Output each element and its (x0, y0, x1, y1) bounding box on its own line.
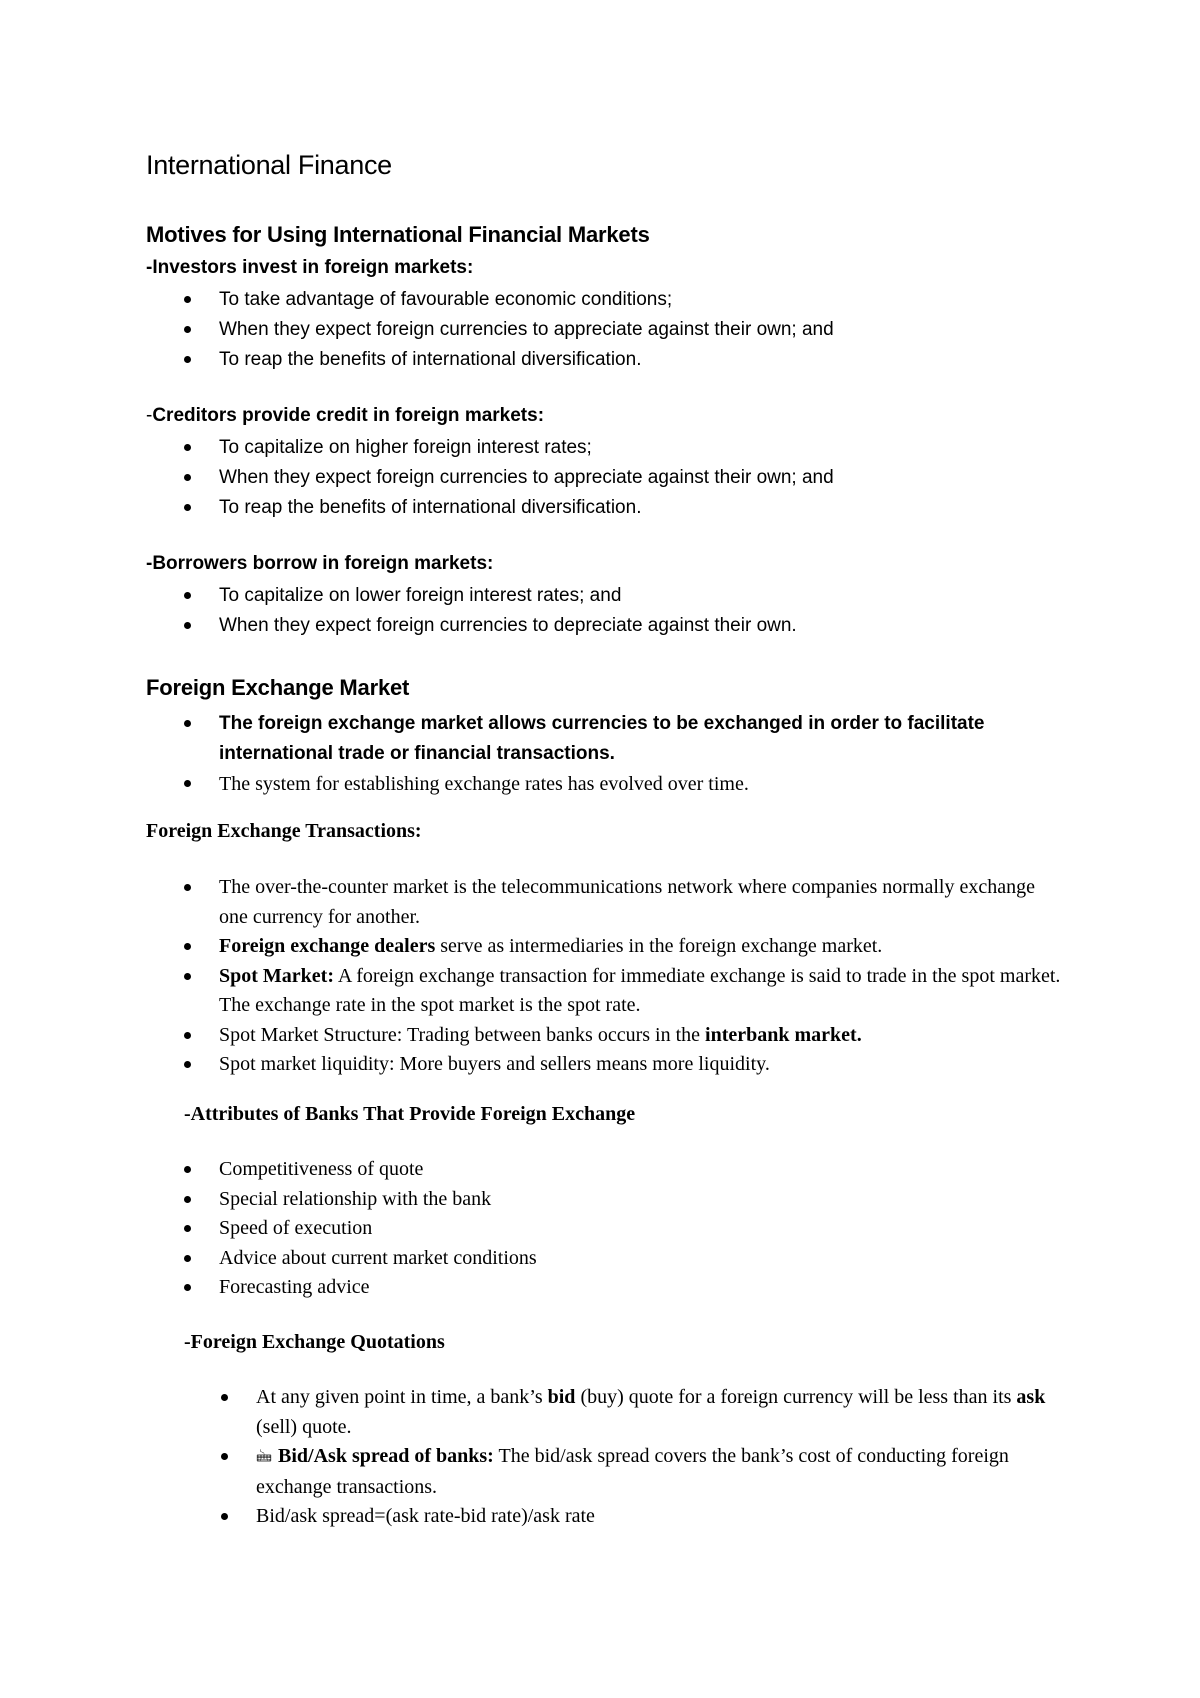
list-item: When they expect foreign currencies to appreciate against their own; and (146, 463, 834, 493)
list-item: The foreign exchange market allows currencies to be exchanged in order to facilitate international trade or financial transactions. (146, 709, 1086, 769)
list-item: Special relationship with the bank (146, 1185, 537, 1215)
list-item: The system for establishing exchange rates has evolved over time. (146, 769, 1086, 799)
list-item: To take advantage of favourable economic conditions; (146, 285, 834, 315)
document-title: International Finance (146, 150, 392, 180)
attributes-list (146, 1155, 537, 1303)
borrowers-list (146, 581, 797, 641)
list-item: To capitalize on lower foreign interest rates; and (146, 581, 797, 611)
list-item: Spot Market Structure: Trading between banks occurs in the interbank market. (146, 1021, 1066, 1051)
creditors-lead (146, 405, 544, 427)
list-item: To reap the benefits of international diversification. (146, 493, 834, 523)
investors-list (146, 285, 834, 375)
list-item: Forecasting advice (146, 1273, 537, 1303)
list-item: Competitiveness of quote (146, 1155, 537, 1185)
creditors-lead-dash: - (146, 405, 153, 426)
list-item: When they expect foreign currencies to depreciate against their own. (146, 611, 797, 641)
list-item: Foreign exchange dealers serve as intermediaries in the foreign exchange market. (146, 932, 1066, 962)
motives-heading: Motives for Using International Financial Markets (146, 222, 650, 247)
fx-market-heading: Foreign Exchange Market (146, 675, 410, 700)
creditors-lead-text: Creditors provide credit in foreign markets: (152, 405, 545, 426)
list-item: Advice about current market conditions (146, 1244, 537, 1274)
list-item: Spot market liquidity: More buyers and sellers means more liquidity. (146, 1050, 1066, 1080)
borrowers-lead: -Borrowers borrow in foreign markets: (146, 553, 494, 574)
investors-lead: -Investors invest in foreign markets: (146, 257, 474, 278)
list-item: Spot Market: A foreign exchange transaction for immediate exchange is said to trade in the spot market. The exchange rate in the spot market is the spot rate. (146, 962, 1066, 1021)
list-item: The over-the-counter market is the telecommunications network where companies normally exchange one currency for another. (146, 873, 1066, 932)
creditors-list (146, 433, 834, 523)
list-item: To capitalize on higher foreign interest rates; (146, 433, 834, 463)
keyboard-icon: 🖮 (256, 1449, 273, 1466)
quotations-list (146, 1383, 1076, 1532)
list-item: 🖮 Bid/Ask spread of banks: The bid/ask spread covers the bank’s cost of conducting foreign exchange transactions. (146, 1442, 1076, 1502)
list-item: Speed of execution (146, 1214, 537, 1244)
fx-transactions-list (146, 873, 1066, 1080)
fx-transactions-heading: Foreign Exchange Transactions: (146, 820, 422, 842)
attributes-heading: -Attributes of Banks That Provide Foreign Exchange (184, 1103, 636, 1125)
list-item: To reap the benefits of international diversification. (146, 345, 834, 375)
fx-market-list (146, 709, 1086, 799)
list-item: Bid/ask spread=(ask rate-bid rate)/ask rate (146, 1502, 1076, 1532)
list-item: At any given point in time, a bank’s bid (buy) quote for a foreign currency will be less than its ask (sell) quote. (146, 1383, 1076, 1442)
quotations-heading: -Foreign Exchange Quotations (184, 1331, 445, 1353)
list-item: When they expect foreign currencies to appreciate against their own; and (146, 315, 834, 345)
